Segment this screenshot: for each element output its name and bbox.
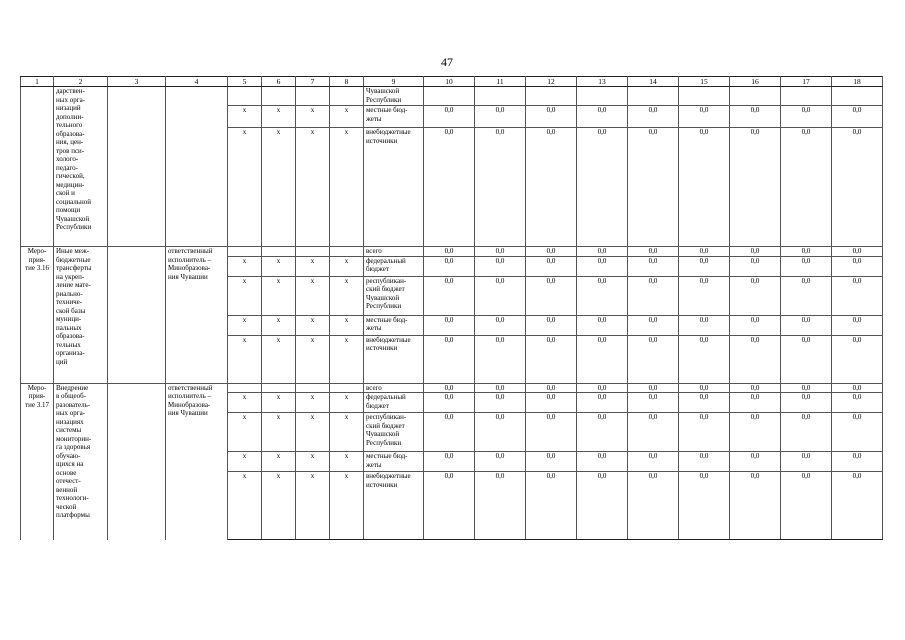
col-header: 7 [296, 77, 330, 87]
source-cell: внебюджетные источники [364, 128, 424, 247]
col-header: 2 [54, 77, 108, 87]
value-cell: 0,0 [679, 383, 730, 393]
value-cell: 0,0 [475, 383, 526, 393]
value-cell: 0,0 [526, 472, 577, 540]
value-cell: 0,0 [679, 106, 730, 128]
x-mark: x [228, 472, 262, 540]
value-cell: 0,0 [424, 128, 475, 247]
value-cell: 0,0 [475, 452, 526, 472]
value-cell: 0,0 [526, 276, 577, 315]
x-mark: x [228, 335, 262, 383]
value-cell: 0,0 [526, 383, 577, 393]
x-mark: x [296, 276, 330, 315]
value-cell: 0,0 [628, 106, 679, 128]
x-mark: x [262, 276, 296, 315]
source-cell: федеральный бюджет [364, 393, 424, 413]
x-mark [228, 383, 262, 393]
value-cell: 0,0 [679, 335, 730, 383]
x-mark: x [228, 413, 262, 452]
value-cell [781, 87, 832, 106]
table-row [21, 383, 883, 393]
value-cell: 0,0 [475, 276, 526, 315]
x-mark: x [228, 452, 262, 472]
table-row [21, 247, 883, 257]
value-cell: 0,0 [781, 472, 832, 540]
value-cell: 0,0 [679, 256, 730, 276]
x-mark: x [262, 256, 296, 276]
value-cell: 0,0 [475, 315, 526, 335]
value-cell: 0,0 [424, 413, 475, 452]
col-header: 5 [228, 77, 262, 87]
value-cell: 0,0 [679, 315, 730, 335]
x-mark [296, 87, 330, 106]
value-cell: 0,0 [424, 247, 475, 257]
col3-cell [108, 247, 166, 384]
x-mark: x [228, 106, 262, 128]
col-header: 10 [424, 77, 475, 87]
value-cell: 0,0 [730, 452, 781, 472]
value-cell: 0,0 [628, 256, 679, 276]
x-mark: x [262, 106, 296, 128]
value-cell: 0,0 [730, 393, 781, 413]
value-cell: 0,0 [475, 472, 526, 540]
value-cell: 0,0 [526, 128, 577, 247]
x-mark [296, 383, 330, 393]
value-cell: 0,0 [781, 315, 832, 335]
x-mark [330, 247, 364, 257]
x-mark [262, 247, 296, 257]
x-mark [330, 383, 364, 393]
source-cell: республикан- ский бюджет Чувашской Республики [364, 276, 424, 315]
x-mark [330, 87, 364, 106]
source-cell: Чувашской Республики [364, 87, 424, 106]
source-cell: местные бюд- жеты [364, 106, 424, 128]
value-cell: 0,0 [628, 315, 679, 335]
x-mark: x [296, 335, 330, 383]
col-header: 11 [475, 77, 526, 87]
value-cell: 0,0 [730, 315, 781, 335]
x-mark [296, 247, 330, 257]
value-cell: 0,0 [679, 413, 730, 452]
value-cell: 0,0 [475, 413, 526, 452]
x-mark: x [330, 106, 364, 128]
col3-cell [108, 87, 166, 247]
value-cell: 0,0 [628, 128, 679, 247]
x-mark: x [330, 335, 364, 383]
col-header: 4 [166, 77, 228, 87]
x-mark: x [330, 276, 364, 315]
value-cell: 0,0 [424, 276, 475, 315]
value-cell: 0,0 [577, 256, 628, 276]
value-cell: 0,0 [679, 247, 730, 257]
value-cell: 0,0 [628, 247, 679, 257]
value-cell: 0,0 [577, 128, 628, 247]
x-mark: x [296, 393, 330, 413]
x-mark: x [296, 413, 330, 452]
x-mark: x [262, 472, 296, 540]
executor-cell: ответственный исполнитель – Минобразова- ния Чувашии [166, 247, 228, 384]
col-header: 6 [262, 77, 296, 87]
x-mark: x [228, 128, 262, 247]
value-cell: 0,0 [781, 393, 832, 413]
value-cell: 0,0 [577, 247, 628, 257]
x-mark: x [228, 393, 262, 413]
x-mark: x [330, 413, 364, 452]
header-row [21, 77, 883, 87]
col-header: 8 [330, 77, 364, 87]
value-cell: 0,0 [679, 276, 730, 315]
value-cell: 0,0 [424, 335, 475, 383]
value-cell: 0,0 [781, 106, 832, 128]
x-mark: x [330, 393, 364, 413]
col-header: 9 [364, 77, 424, 87]
value-cell: 0,0 [781, 452, 832, 472]
executor-cell: ответственный исполнитель – Минобразова- ния Чувашии [166, 383, 228, 540]
x-mark: x [262, 393, 296, 413]
source-cell: местные бюд- жеты [364, 452, 424, 472]
executor-cell [166, 87, 228, 247]
value-cell: 0,0 [475, 256, 526, 276]
value-cell: 0,0 [475, 393, 526, 413]
value-cell: 0,0 [628, 383, 679, 393]
value-cell: 0,0 [781, 335, 832, 383]
value-cell: 0,0 [577, 383, 628, 393]
value-cell: 0,0 [832, 247, 883, 257]
value-cell: 0,0 [475, 128, 526, 247]
value-cell: 0,0 [628, 335, 679, 383]
col-header: 15 [679, 77, 730, 87]
x-mark: x [296, 106, 330, 128]
value-cell [475, 87, 526, 106]
value-cell: 0,0 [832, 335, 883, 383]
value-cell: 0,0 [577, 315, 628, 335]
value-cell: 0,0 [730, 106, 781, 128]
measure-name: Внедрение в общеоб- разователь- ных орга- низациях системы мониторин- га здоровья обучаю- щихся на основе отечест- венной технологи- ческой платформы [54, 383, 108, 540]
measure-name: Иные меж- бюджетные трансферты на укреп- ление мате- риально- техниче- ской базы муници- пальных образова- тельных организа- ций [54, 247, 108, 384]
col-header: 14 [628, 77, 679, 87]
value-cell: 0,0 [526, 335, 577, 383]
x-mark: x [330, 315, 364, 335]
col-header: 18 [832, 77, 883, 87]
x-mark: x [262, 413, 296, 452]
col-header: 13 [577, 77, 628, 87]
value-cell: 0,0 [526, 315, 577, 335]
value-cell: 0,0 [577, 335, 628, 383]
x-mark: x [262, 315, 296, 335]
value-cell: 0,0 [628, 452, 679, 472]
measure-label: Меро- прия- тие 3.16 [21, 247, 54, 384]
value-cell: 0,0 [730, 335, 781, 383]
x-mark: x [330, 128, 364, 247]
table-row [21, 87, 883, 106]
budget-table [20, 76, 883, 540]
value-cell: 0,0 [424, 256, 475, 276]
page-number: 47 [441, 55, 453, 69]
value-cell: 0,0 [832, 256, 883, 276]
x-mark: x [296, 315, 330, 335]
value-cell: 0,0 [832, 472, 883, 540]
value-cell: 0,0 [832, 106, 883, 128]
x-mark: x [228, 315, 262, 335]
value-cell: 0,0 [424, 452, 475, 472]
col-header: 3 [108, 77, 166, 87]
value-cell: 0,0 [526, 106, 577, 128]
source-cell: всего [364, 247, 424, 257]
source-cell: всего [364, 383, 424, 393]
value-cell: 0,0 [832, 383, 883, 393]
value-cell: 0,0 [628, 393, 679, 413]
value-cell [526, 87, 577, 106]
value-cell [424, 87, 475, 106]
value-cell: 0,0 [730, 256, 781, 276]
x-mark: x [262, 128, 296, 247]
value-cell: 0,0 [577, 276, 628, 315]
value-cell: 0,0 [679, 128, 730, 247]
value-cell: 0,0 [679, 393, 730, 413]
value-cell: 0,0 [475, 106, 526, 128]
value-cell: 0,0 [781, 383, 832, 393]
x-mark [228, 87, 262, 106]
value-cell: 0,0 [679, 452, 730, 472]
value-cell: 0,0 [832, 393, 883, 413]
source-cell: местные бюд- жеты [364, 315, 424, 335]
value-cell: 0,0 [730, 128, 781, 247]
value-cell: 0,0 [526, 256, 577, 276]
value-cell: 0,0 [475, 335, 526, 383]
value-cell: 0,0 [526, 393, 577, 413]
value-cell: 0,0 [781, 128, 832, 247]
value-cell: 0,0 [730, 276, 781, 315]
x-mark [228, 247, 262, 257]
value-cell: 0,0 [424, 383, 475, 393]
value-cell: 0,0 [526, 247, 577, 257]
value-cell: 0,0 [679, 472, 730, 540]
value-cell: 0,0 [832, 413, 883, 452]
value-cell: 0,0 [577, 472, 628, 540]
col3-cell [108, 383, 166, 540]
value-cell: 0,0 [577, 413, 628, 452]
x-mark: x [330, 256, 364, 276]
value-cell [628, 87, 679, 106]
value-cell: 0,0 [781, 413, 832, 452]
value-cell [832, 87, 883, 106]
value-cell [577, 87, 628, 106]
x-mark [262, 383, 296, 393]
value-cell: 0,0 [730, 383, 781, 393]
x-mark: x [330, 452, 364, 472]
value-cell: 0,0 [424, 106, 475, 128]
measure-name: дарствен- ных орга- низаций дополни- тельного образова- ния, цен- тров пси- холого- педаго- гической, медицин- ской и социальной помощи Чувашской Республики [54, 87, 108, 247]
value-cell: 0,0 [781, 276, 832, 315]
value-cell: 0,0 [628, 413, 679, 452]
measure-label: Меро- прия- тие 3.17 [21, 383, 54, 540]
value-cell: 0,0 [424, 393, 475, 413]
source-cell: внебюджетные источники [364, 335, 424, 383]
x-mark: x [228, 256, 262, 276]
value-cell: 0,0 [832, 315, 883, 335]
x-mark: x [296, 128, 330, 247]
x-mark: x [330, 472, 364, 540]
value-cell: 0,0 [781, 247, 832, 257]
source-cell: внебюджетные источники [364, 472, 424, 540]
value-cell: 0,0 [424, 315, 475, 335]
value-cell: 0,0 [832, 452, 883, 472]
value-cell: 0,0 [781, 256, 832, 276]
value-cell: 0,0 [832, 276, 883, 315]
col-header: 17 [781, 77, 832, 87]
col-header: 1 [21, 77, 54, 87]
x-mark: x [262, 335, 296, 383]
source-cell: республикан- ский бюджет Чувашской Республики [364, 413, 424, 452]
value-cell: 0,0 [577, 452, 628, 472]
value-cell: 0,0 [424, 472, 475, 540]
value-cell: 0,0 [577, 106, 628, 128]
value-cell: 0,0 [475, 247, 526, 257]
x-mark: x [296, 256, 330, 276]
col-header: 12 [526, 77, 577, 87]
value-cell: 0,0 [526, 452, 577, 472]
value-cell [730, 87, 781, 106]
source-cell: федеральный бюджет [364, 256, 424, 276]
value-cell: 0,0 [832, 128, 883, 247]
value-cell: 0,0 [730, 413, 781, 452]
measure-cell [21, 87, 54, 247]
value-cell: 0,0 [730, 472, 781, 540]
value-cell: 0,0 [730, 247, 781, 257]
x-mark: x [262, 452, 296, 472]
value-cell [679, 87, 730, 106]
x-mark: x [296, 472, 330, 540]
value-cell: 0,0 [526, 413, 577, 452]
x-mark [262, 87, 296, 106]
x-mark: x [228, 276, 262, 315]
value-cell: 0,0 [628, 276, 679, 315]
x-mark: x [296, 452, 330, 472]
value-cell: 0,0 [577, 393, 628, 413]
value-cell: 0,0 [628, 472, 679, 540]
col-header: 16 [730, 77, 781, 87]
